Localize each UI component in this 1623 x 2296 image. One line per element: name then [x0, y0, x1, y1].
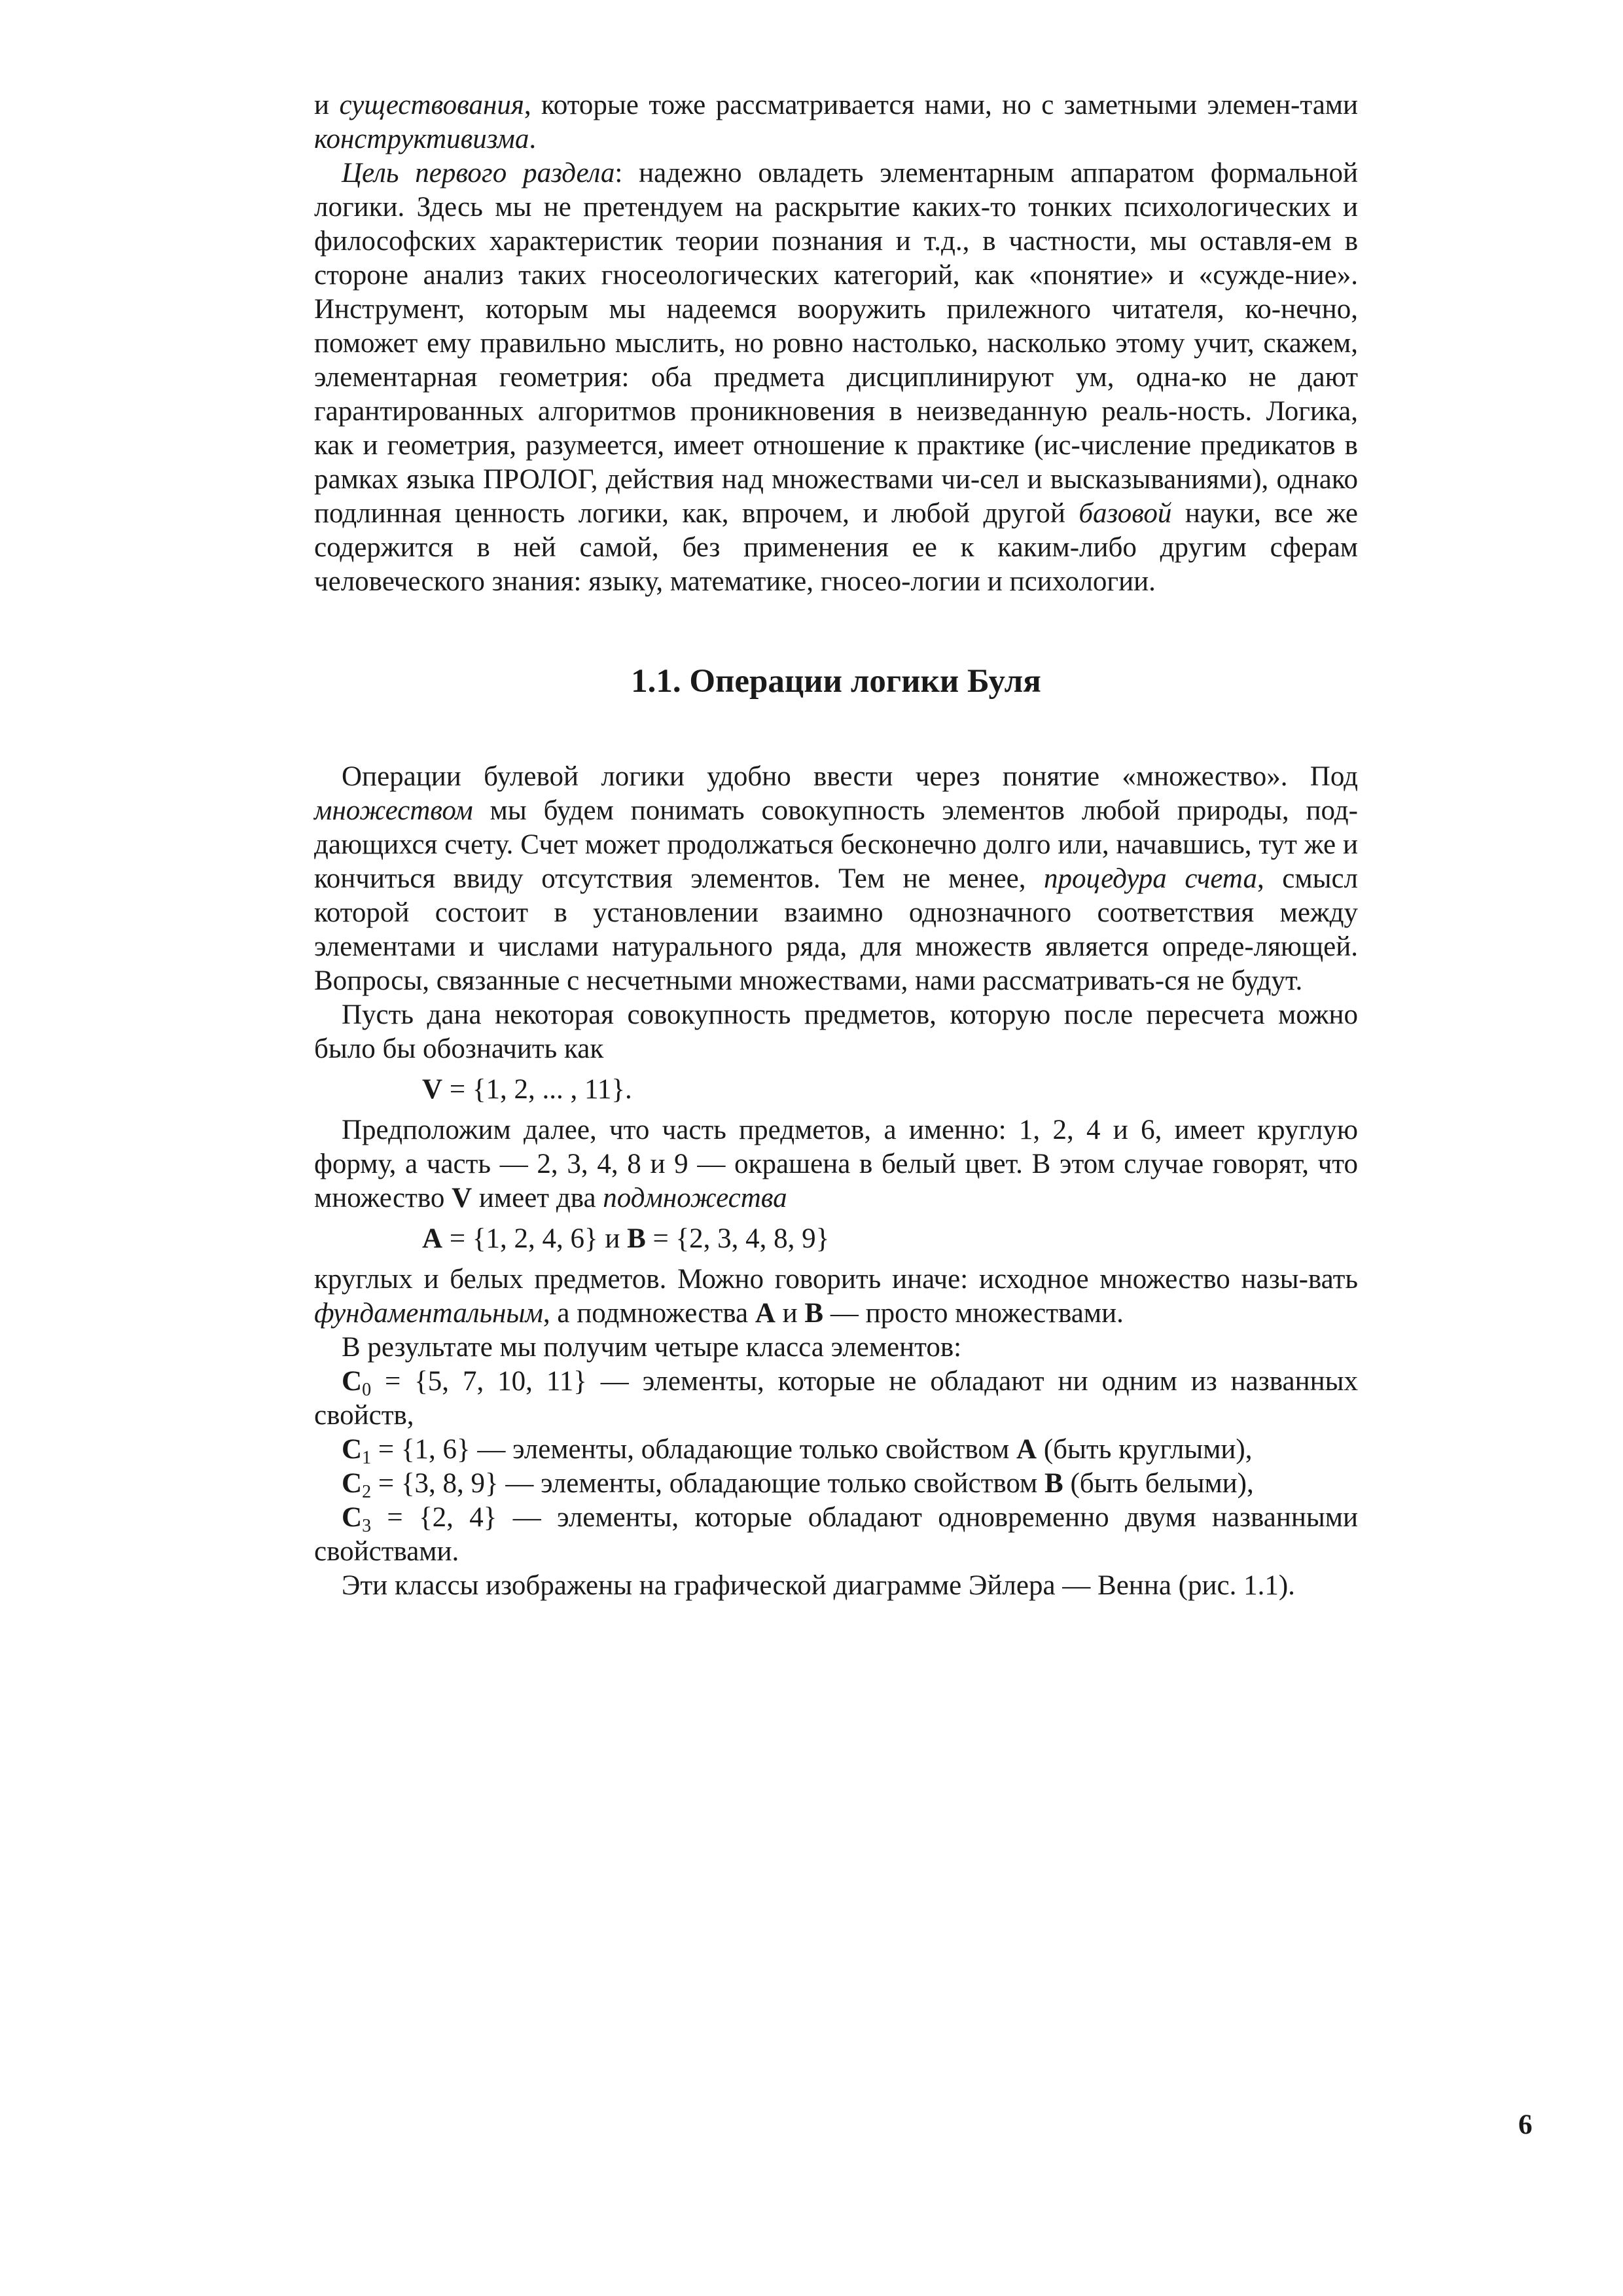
- text-run: круглых и белых предметов. Можно говорить иначе: исходное множество назы-вать: [314, 1264, 1358, 1295]
- text-run: .: [529, 124, 537, 154]
- text-run: подмножества: [603, 1183, 787, 1213]
- text-run: = {1, 2, 4, 6} и: [442, 1223, 628, 1254]
- intro-paragraph-2: [314, 156, 1358, 599]
- text-run: фундаментальным: [314, 1298, 543, 1329]
- section-paragraph-5: В результате мы получим четыре класса элементов:: [342, 1332, 962, 1363]
- text-run: мы будем понимать совокупность элементов любой природы, под-дающихся счету. Счет может продолжаться бесконечно долго или, начавшись, тут же и кончиться ввиду отсутствия элементов. Тем не менее,: [314, 795, 1358, 894]
- text-run: = {1, 6} — элементы, обладающие только свойством: [371, 1434, 1017, 1465]
- section-paragraph-6: Эти классы изображены на графической диаграмме Эйлера — Венна (рис. 1.1).: [342, 1570, 1295, 1601]
- text-run: , а подмножества: [543, 1298, 755, 1329]
- text-run: C: [342, 1468, 363, 1499]
- text-run: C: [342, 1366, 363, 1397]
- text-run: A: [1016, 1434, 1037, 1465]
- text-run: (быть круглыми),: [1037, 1434, 1253, 1465]
- text-run: и: [775, 1298, 805, 1329]
- text-run: = {1, 2, ... , 11}.: [442, 1074, 632, 1105]
- formula-a-b: [314, 1222, 1358, 1256]
- text-run: — просто множествами.: [823, 1298, 1124, 1329]
- text-run: B: [1044, 1468, 1063, 1499]
- intro-paragraph-1: [314, 88, 1358, 156]
- class-c0: [314, 1365, 1358, 1433]
- text-run: существования: [339, 90, 524, 120]
- formula-v: [314, 1073, 1358, 1107]
- class-c1: [314, 1433, 1358, 1467]
- text-run: = {3, 8, 9} — элементы, обладающие только свойством: [371, 1468, 1045, 1499]
- text-run: 3: [362, 1516, 372, 1536]
- text-run: B: [804, 1298, 824, 1329]
- text-run: процедура счета: [1044, 863, 1257, 894]
- text-run: науки, все же содержится в ней самой, без применения ее к каким-либо другим сферам человеческого знания: языку, математике, гносео-логии и психологии.: [314, 498, 1358, 597]
- text-run: = {2, 3, 4, 8, 9}: [645, 1223, 830, 1254]
- text-run: 2: [362, 1482, 372, 1502]
- text-run: B: [627, 1223, 646, 1254]
- text-run: V: [422, 1074, 443, 1105]
- text-run: конструктивизма: [314, 124, 529, 154]
- text-run: C: [342, 1434, 363, 1465]
- text-run: V: [452, 1183, 473, 1213]
- page-body: [314, 88, 1358, 1603]
- page-number: 6: [1518, 2109, 1533, 2140]
- text-run: и: [314, 90, 340, 120]
- section-paragraph-2: Пусть дана некоторая совокупность предметов, которую после пересчета можно было бы обозначить как: [314, 999, 1358, 1064]
- class-c2: [314, 1467, 1358, 1501]
- text-run: A: [422, 1223, 443, 1254]
- text-run: базовой: [1079, 498, 1172, 529]
- text-run: : надежно овладеть элементарным аппаратом формальной логики. Здесь мы не претендуем на раскрытие каких-то тонких психологических и философских характеристик теории познания и т.д., в частности, мы оставля-ем в стороне анализ таких гносеологических категорий, как «понятие» и «сужде-ние». Инструмент, которым мы надеемся вооружить прилежного читателя, ко-нечно, поможет ему правильно мыслить, но ровно настолько, насколько этому учит, скажем, элементарная геометрия: оба предмета дисциплинируют ум, одна-ко не дают гарантированных алгоритмов проникновения в неизведанную реаль-ность. Логика, как и геометрия, разумеется, имеет отношение к практике (ис-числение предикатов в рамках языка ПРОЛОГ, действия над множествами чи-сел и высказываниями), однако подлинная ценность логики, как, впрочем, и любой другой: [314, 158, 1358, 529]
- text-run: , которые тоже рассматривается нами, но с заметными элемен-тами: [524, 90, 1358, 120]
- section-heading: 1.1. Операции логики Буля: [631, 663, 1041, 700]
- text-run: Цель первого раздела: [342, 158, 615, 188]
- text-run: (быть белыми),: [1063, 1468, 1254, 1499]
- text-run: имеет два: [472, 1183, 603, 1213]
- text-run: множеством: [314, 795, 473, 826]
- text-run: Операции булевой логики удобно ввести через понятие «множество». Под: [342, 761, 1358, 792]
- text-run: = {2, 4} — элементы, которые обладают одновременно двумя названными свойствами.: [314, 1502, 1358, 1567]
- text-run: = {5, 7, 10, 11} — элементы, которые не обладают ни одним из названных свойств,: [314, 1366, 1358, 1431]
- section-paragraph-3: [314, 1113, 1358, 1215]
- section-paragraph-4: [314, 1263, 1358, 1331]
- section-paragraph-1: [314, 760, 1358, 998]
- text-run: 0: [362, 1380, 372, 1400]
- class-c3: [314, 1501, 1358, 1569]
- text-run: C: [342, 1502, 363, 1533]
- text-run: Предположим далее, что часть предметов, а именно: 1, 2, 4 и 6, имеет круглую форму, а часть — 2, 3, 4, 8 и 9 — окрашена в белый цвет. В этом случае говорят, что множество: [314, 1115, 1358, 1213]
- text-run: 1: [362, 1448, 372, 1468]
- text-run: , смысл которой состоит в установлении взаимно однозначного соответствия между элементами и числами натурального ряда, для множеств является опреде-ляющей. Вопросы, связанные с несчетными множествами, нами рассматривать-ся не будут.: [314, 863, 1359, 996]
- text-run: A: [755, 1298, 776, 1329]
